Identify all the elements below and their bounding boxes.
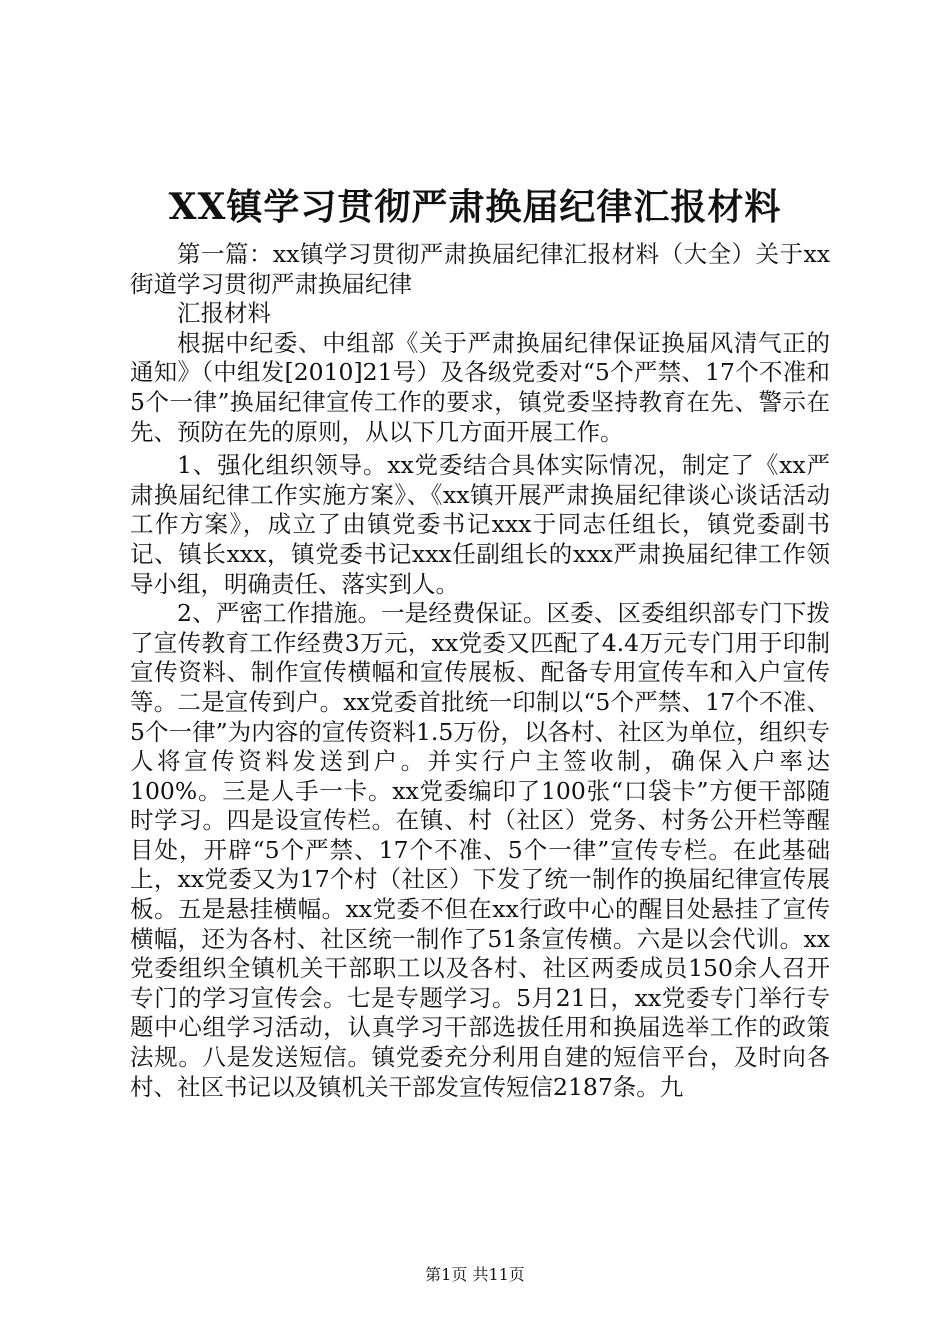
- paragraph-measures: 2、严密工作措施。一是经费保证。区委、区委组织部专门下拨了宣传教育工作经费3万元，xx党委又匹配了4.4万元专门用于印制宣传资料、制作宣传横幅和宣传展板、配备专用宣传车和入户宣传等。二是宣传到户。xx党委首批统一印制以“5个严禁、17个不准、5个一律”为内容的宣传资料1.5万份，以各村、社区为单位，组织专人将宣传资料发送到户。并实行户主签收制，确保入户率达100%。三是人手一卡。xx党委编印了100张“口袋卡”方便干部随时学习。四是设宣传栏。在镇、村（社区）党务、村务公开栏等醒目处，开辟“5个严禁、17个不准、5个一律”宣传专栏。在此基础上，xx党委又为17个村（社区）下发了统一制作的换届纪律宣传展板。五是悬挂横幅。xx党委不但在xx行政中心的醒目处悬挂了宣传横幅，还为各村、社区统一制作了51条宣传横。六是以会代训。xx党委组织全镇机关干部职工以及各村、社区两委成员150余人召开专门的学习宣传会。七是专题学习。5月21日，xx党委专门举行专题中心组学习活动，认真学习干部选拔任用和换届选举工作的政策法规。八是发送短信。镇党委充分利用自建的短信平台，及时向各村、社区书记以及镇机关干部发宣传短信2187条。九: [130, 599, 830, 1101]
- document-title: XX镇学习贯彻严肃换届纪律汇报材料: [168, 186, 782, 228]
- document-body: [130, 240, 830, 1102]
- page-number-footer: 第1页 共11页: [425, 1265, 525, 1284]
- paragraph-leadership: 1、强化组织领导。xx党委结合具体实际情况，制定了《xx严肃换届纪律工作实施方案》、《xx镇开展严肃换届纪律谈心谈话活动工作方案》，成立了由镇党委书记xxx于同志任组长，镇党委副书记、镇长xxx，镇党委书记xxx任副组长的xxx严肃换届纪律工作领导小组，明确责任、落实到人。: [130, 451, 830, 598]
- paragraph-intro: 第一篇：xx镇学习贯彻严肃换届纪律汇报材料（大全）关于xx街道学习贯彻严肃换届纪律: [130, 240, 830, 298]
- paragraph-subheading: 汇报材料: [177, 299, 271, 328]
- paragraph-background: 根据中纪委、中组部《关于严肃换届纪律保证换届风清气正的通知》（中组发[2010]21号）及各级党委对“5个严禁、17个不准和5个一律”换届纪律宣传工作的要求，镇党委坚持教育在先、警示在先、预防在先的原则，从以下几方面开展工作。: [130, 328, 830, 446]
